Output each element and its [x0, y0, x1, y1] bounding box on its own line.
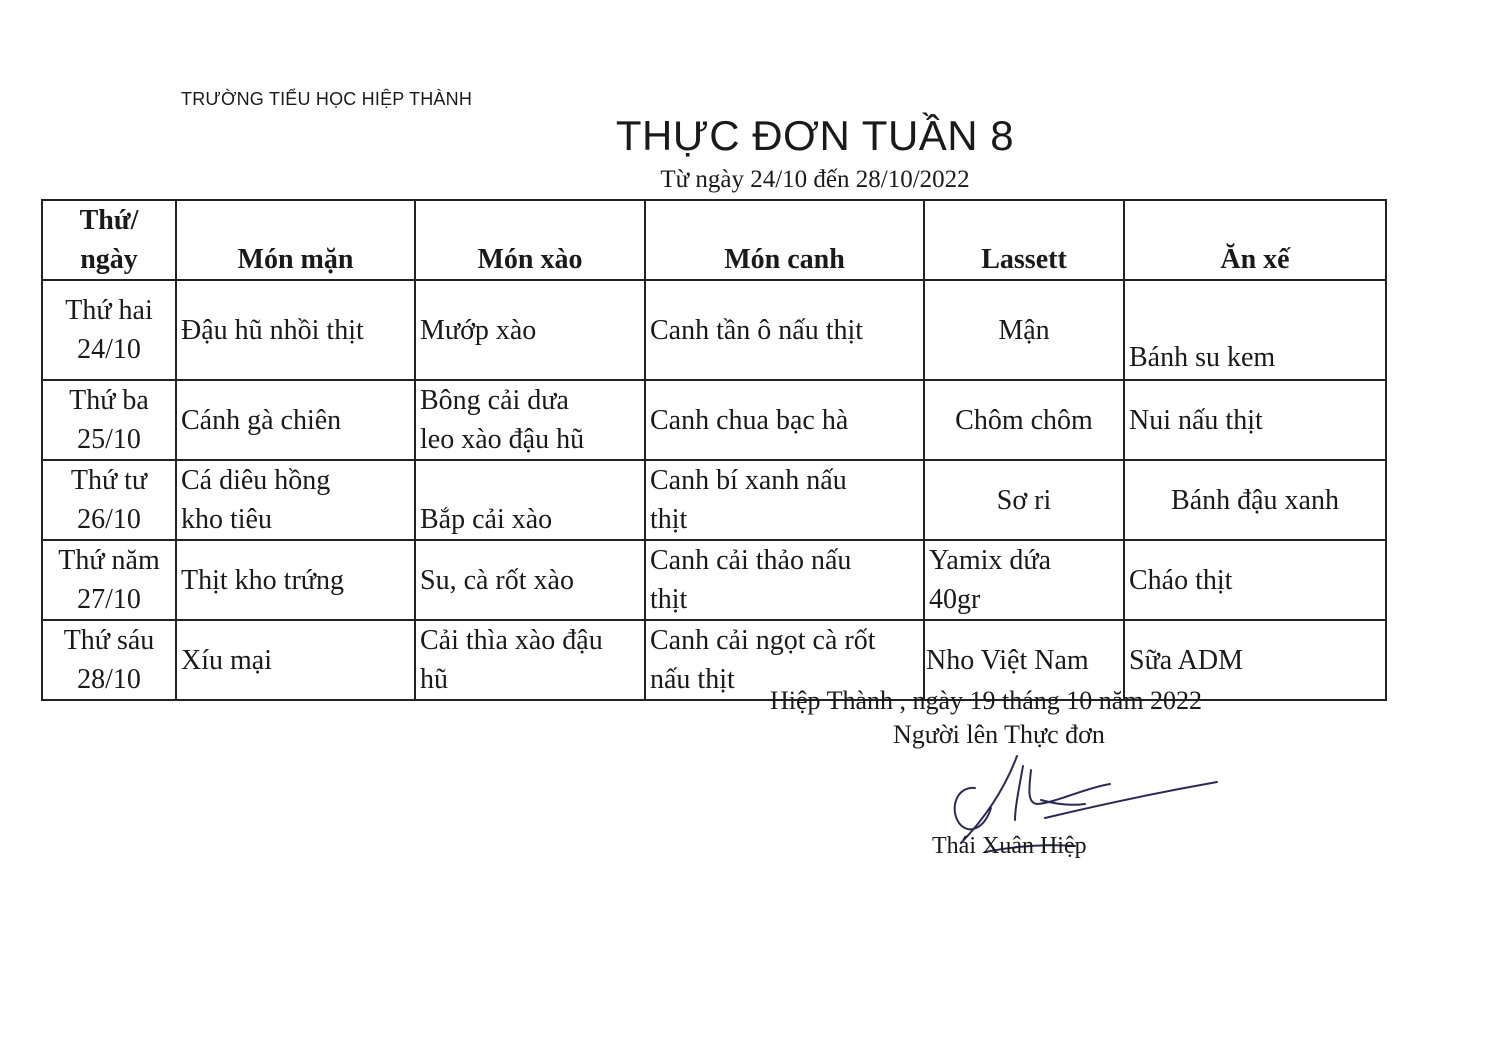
cell-lassett [924, 380, 1124, 460]
cell-day [42, 380, 176, 460]
cell-mon-xao [415, 620, 645, 700]
cell-mon-canh [645, 540, 924, 620]
cell-text: Đậu hũ nhồi thịt [181, 314, 364, 346]
cell-mon-xao [415, 540, 645, 620]
cell-mon-xao [415, 380, 645, 460]
day-date: 28/10 [77, 664, 141, 695]
signature-stroke [1041, 800, 1085, 805]
day-name: Thứ năm [58, 545, 160, 576]
col-header-day-line2: ngày [80, 244, 138, 275]
col-header-mon-xao: Món xào [415, 200, 645, 280]
cell-text: Xíu mại [181, 644, 272, 676]
signature-stroke [1045, 782, 1217, 818]
weekly-menu-table [41, 199, 1387, 701]
cell-text: leo xào đậu hũ [420, 424, 585, 455]
signer-name: Thái Xuân Hiệp [932, 833, 1087, 859]
cell-text: Thịt kho trứng [181, 564, 344, 596]
signature-stroke [955, 788, 991, 829]
cell-text: Cháo thịt [1129, 564, 1233, 596]
cell-text: hũ [420, 664, 448, 695]
cell-text: Yamix dứa [929, 545, 1052, 576]
cell-an-xe [1124, 380, 1386, 460]
cell-mon-canh [645, 460, 924, 540]
col-header-day [42, 200, 176, 280]
cell-text: Canh cải thảo nấu [650, 545, 852, 576]
table-row [42, 380, 1386, 460]
signer-role: Người lên Thực đơn [893, 720, 1105, 749]
cell-text: Bắp cải xào [420, 504, 553, 535]
table-row [42, 280, 1386, 380]
signature-stroke [1015, 766, 1023, 820]
cell-text: Mận [998, 314, 1050, 346]
cell-text: Sơ ri [996, 484, 1052, 516]
table-row [42, 460, 1386, 540]
col-header-day-line1: Thứ/ [79, 205, 139, 236]
col-header-mon-canh: Món canh [645, 200, 924, 280]
day-name: Thứ hai [65, 295, 153, 326]
cell-mon-man [176, 540, 415, 620]
day-date: 27/10 [77, 584, 141, 615]
cell-day [42, 540, 176, 620]
cell-mon-canh [645, 280, 924, 380]
cell-an-xe [1124, 540, 1386, 620]
page-title: THỰC ĐƠN TUẦN 8 [615, 112, 1015, 159]
cell-text: Bánh su kem [1129, 342, 1276, 373]
day-name: Thứ sáu [63, 625, 155, 656]
place-date: Hiệp Thành , ngày 19 tháng 10 năm 2022 [770, 686, 1203, 715]
cell-text: Canh cải ngọt cà rốt [650, 625, 876, 656]
day-date: 25/10 [77, 424, 141, 455]
cell-text: Cá diêu hồng [181, 465, 331, 496]
cell-lassett [924, 540, 1124, 620]
day-name: Thứ tư [70, 465, 148, 496]
school-name: TRƯỜNG TIỂU HỌC HIỆP THÀNH [181, 89, 473, 109]
cell-text: kho tiêu [181, 504, 272, 535]
cell-mon-xao [415, 280, 645, 380]
cell-mon-man [176, 460, 415, 540]
day-name: Thứ ba [69, 385, 149, 416]
cell-day [42, 460, 176, 540]
cell-mon-man [176, 620, 415, 700]
cell-an-xe [1124, 460, 1386, 540]
cell-text: thịt [650, 504, 688, 535]
cell-text: Canh tần ô nấu thịt [650, 314, 864, 346]
cell-text: Sữa ADM [1129, 644, 1243, 676]
cell-day [42, 620, 176, 700]
cell-lassett [924, 280, 1124, 380]
cell-mon-man [176, 380, 415, 460]
cell-text: Bánh đậu xanh [1171, 484, 1339, 516]
cell-text: Nho Việt Nam [926, 644, 1089, 676]
cell-text: 40gr [929, 584, 981, 615]
date-range: Từ ngày 24/10 đến 28/10/2022 [660, 166, 970, 193]
col-header-lassett: Lassett [924, 200, 1124, 280]
cell-text: Mướp xào [420, 314, 537, 346]
cell-text: Bông cải dưa [420, 385, 569, 416]
cell-lassett [924, 460, 1124, 540]
cell-an-xe [1124, 280, 1386, 380]
table-row [42, 540, 1386, 620]
cell-text: Su, cà rốt xào [420, 564, 574, 596]
cell-day [42, 280, 176, 380]
signature-stroke [1029, 770, 1110, 804]
cell-text: Nui nấu thịt [1129, 404, 1263, 436]
cell-mon-canh [645, 380, 924, 460]
cell-text: thịt [650, 584, 688, 615]
cell-text: Chôm chôm [955, 404, 1093, 436]
day-date: 24/10 [77, 334, 141, 365]
cell-text: Canh bí xanh nấu [650, 465, 847, 496]
cell-text: Canh chua bạc hà [650, 404, 849, 436]
cell-text: nấu thịt [650, 664, 735, 695]
header-row [42, 200, 1386, 280]
cell-mon-xao [415, 460, 645, 540]
cell-text: Cánh gà chiên [181, 404, 342, 436]
day-date: 26/10 [77, 504, 141, 535]
col-header-an-xe: Ăn xế [1124, 200, 1386, 280]
col-header-mon-man: Món mặn [176, 200, 415, 280]
cell-text: Cải thìa xào đậu [420, 625, 603, 656]
cell-mon-man [176, 280, 415, 380]
